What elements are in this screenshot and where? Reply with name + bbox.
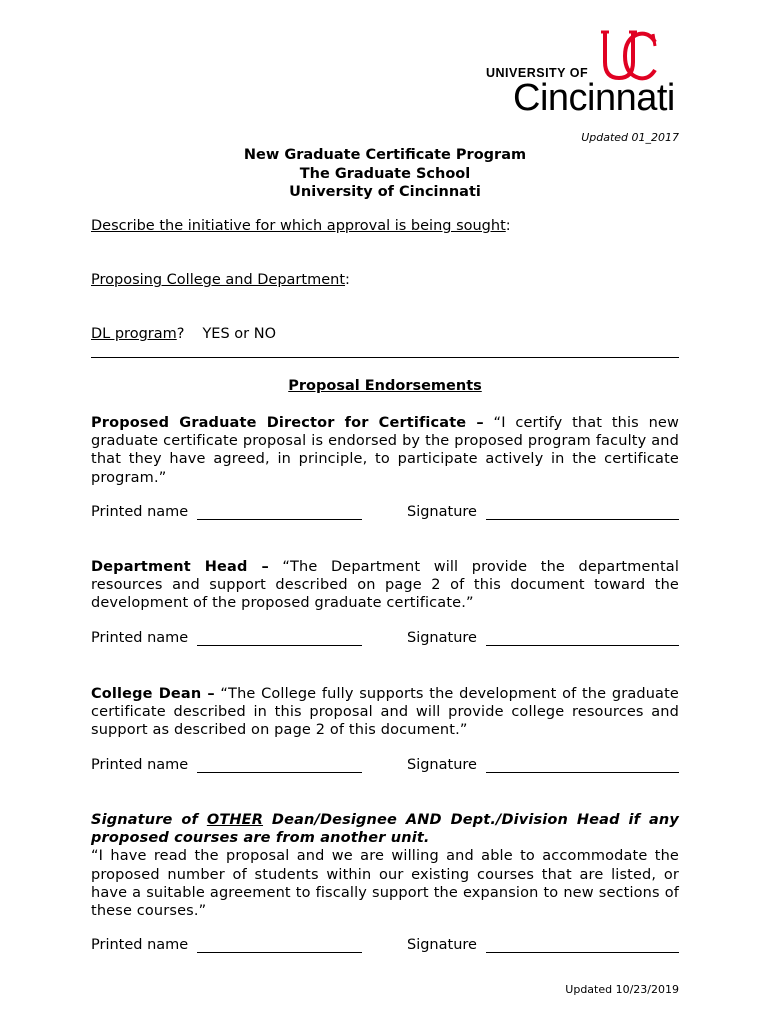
printed-name-line[interactable] <box>197 952 362 953</box>
endorsements-heading: Proposal Endorsements <box>288 378 482 394</box>
updated-date-bottom: Updated 10/23/2019 <box>565 983 679 996</box>
college-field <box>91 272 350 288</box>
other-unit-signature-row <box>91 937 679 957</box>
printed-name-line[interactable] <box>197 772 362 773</box>
signature-line[interactable] <box>486 519 679 520</box>
logo-university-of: UNIVERSITY OF <box>486 66 589 80</box>
other-unit-statement <box>91 811 679 920</box>
college-dean-statement <box>91 685 679 740</box>
signature-label: Signature <box>407 757 477 773</box>
printed-name-line[interactable] <box>197 519 362 520</box>
other-text: “I have read the proposal and we are willing and able to accommodate the proposed number of students within our existing courses that are listed, or have a suitable agreement to fiscally support the expansion to new sections of these courses.” <box>91 848 679 920</box>
dl-program-label: DL program <box>91 326 177 342</box>
initiative-label: Describe the initiative for which approval is being sought <box>91 218 506 234</box>
college-dean-role: College Dean – <box>91 686 215 702</box>
dept-head-role: Department Head – <box>91 559 269 575</box>
signature-label: Signature <box>407 630 477 646</box>
title-line-3: University of Cincinnati <box>289 184 481 200</box>
dl-program-q: ? <box>176 326 185 342</box>
updated-date-top: Updated 01_2017 <box>581 131 679 144</box>
college-dean-text: “The College fully supports the development of the graduate certificate described in this proposal and will provide college resources and support as described on page 2 of this document.” <box>91 686 679 739</box>
dept-head-text: “The Department will provide the departmental resources and support described on page 2 of this document toward the development of the proposed graduate certificate.” <box>91 559 680 612</box>
director-role: Proposed Graduate Director for Certificate – <box>91 415 484 431</box>
college-dean-signature-row <box>91 757 679 777</box>
university-logo <box>486 28 680 120</box>
dept-head-signature-row <box>91 630 679 650</box>
director-signature-row <box>91 504 679 524</box>
initiative-field <box>91 218 511 234</box>
signature-line[interactable] <box>486 645 679 646</box>
college-colon: : <box>345 272 350 288</box>
other-role-emphasis: OTHER <box>206 812 264 828</box>
other-role-part1: Signature of <box>91 812 207 828</box>
document-page <box>91 0 679 1024</box>
signature-line[interactable] <box>486 772 679 773</box>
dept-head-statement <box>91 558 679 613</box>
director-statement <box>91 414 679 487</box>
printed-name-label: Printed name <box>91 630 189 646</box>
title-line-1: New Graduate Certificate Program <box>243 147 527 163</box>
college-label: Proposing College and Department <box>91 272 346 288</box>
dl-program-field <box>91 326 276 342</box>
printed-name-label: Printed name <box>91 504 189 520</box>
signature-label: Signature <box>407 504 477 520</box>
section-divider <box>91 357 679 358</box>
initiative-colon: : <box>505 218 511 234</box>
signature-label: Signature <box>407 937 477 953</box>
printed-name-label: Printed name <box>91 757 189 773</box>
logo-cincinnati: Cincinnati <box>513 77 675 119</box>
printed-name-line[interactable] <box>197 645 362 646</box>
director-text: “I certify that this new graduate certificate proposal is endorsed by the proposed program faculty and that they have agreed, in principle, to participate actively in the certificate program.” <box>91 415 679 486</box>
other-role-part2: Dean/Designee AND Dept./Division Head if any proposed courses are from another unit. <box>91 812 679 847</box>
printed-name-label: Printed name <box>91 937 189 953</box>
dl-program-options: YES or NO <box>202 326 276 342</box>
signature-line[interactable] <box>486 952 679 953</box>
title-line-2: The Graduate School <box>299 165 471 182</box>
document-title <box>91 146 679 202</box>
